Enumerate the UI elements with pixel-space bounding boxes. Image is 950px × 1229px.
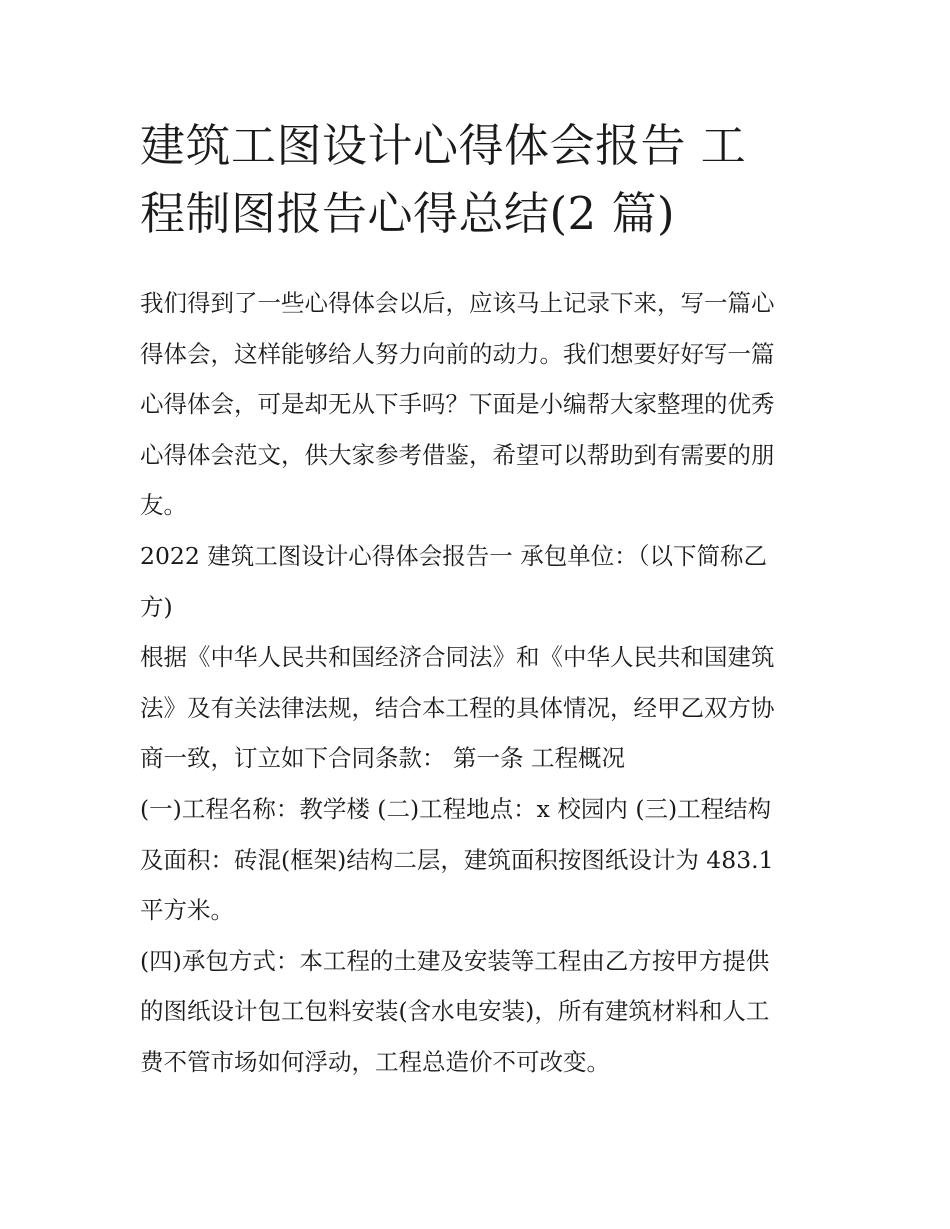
text-line: 心得体会，可是却无从下手吗？下面是小编帮大家整理的优秀 [140,390,775,419]
text-line: 及面积：砖混(框架)结构二层，建筑面积按图纸设计为 483.1 [140,845,774,874]
text-line: 得体会，这样能够给人努力向前的动力。我们想要好好写一篇 [140,339,775,368]
text-line: (四)承包方式：本工程的土建及安装等工程由乙方按甲方提供 [140,946,770,975]
project-overview-paragraph [140,784,815,936]
text-line: 我们得到了一些心得体会以后，应该马上记录下来，写一篇心 [140,289,775,317]
text-line: (一)工程名称：教学楼 (二)工程地点：x 校园内 (三)工程结构 [140,794,772,823]
title-line: 建筑工图设计心得体会报告 工 [140,119,747,172]
text-line: 友。 [140,491,187,520]
legal-basis-paragraph [140,632,815,784]
contract-method-paragraph [140,936,815,1088]
title-line: 程制图报告心得总结(2 篇) [140,187,676,240]
text-line: 根据《中华人民共和国经济合同法》和《中华人民共和国建筑 [140,643,775,672]
text-line: 方) [140,592,173,621]
intro-paragraph [140,278,815,531]
text-line: 商一致，订立如下合同条款： 第一条 工程概况 [140,744,625,773]
report-heading-paragraph [140,531,815,632]
document-content [140,112,815,1088]
text-line: 法》及有关法律法规，结合本工程的具体情况，经甲乙双方协 [140,693,775,722]
text-line: 的图纸设计包工包料安装(含水电安装)，所有建筑材料和人工 [140,997,770,1026]
text-line: 心得体会范文，供大家参考借鉴，希望可以帮助到有需要的朋 [140,440,775,469]
document-body [140,278,815,1088]
document-title [140,112,815,248]
text-line: 2022 建筑工图设计心得体会报告一 承包单位：（以下简称乙 [140,541,767,570]
text-line: 平方米。 [140,896,234,925]
text-line: 费不管市场如何浮动，工程总造价不可改变。 [140,1047,610,1076]
